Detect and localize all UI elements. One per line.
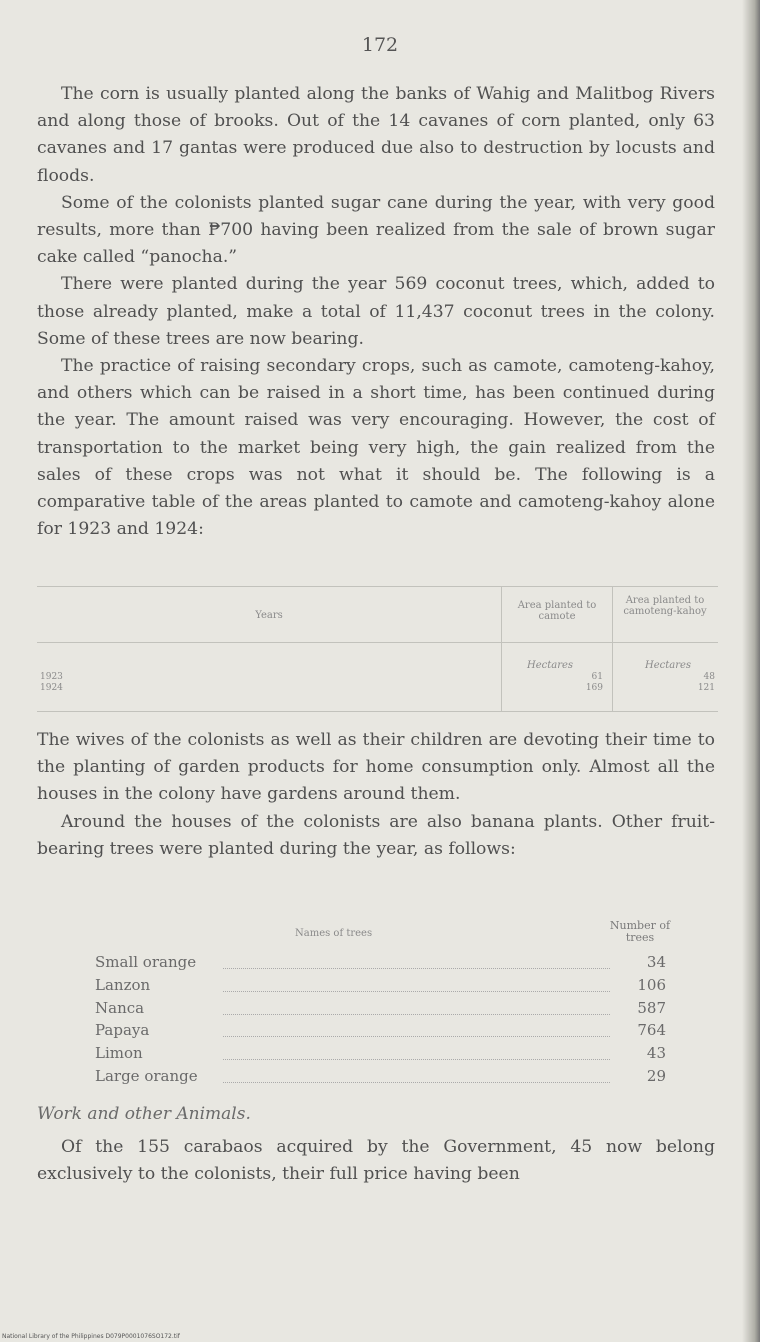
tree-name: Small orange — [95, 953, 197, 971]
body-text-top — [37, 81, 715, 543]
tree-count: 587 — [637, 999, 666, 1017]
paragraph-gardens: The wives of the colonists as well as their children are devoting their time to the planting of garden products for home consumption only. Almost all the houses in the colony have gardens around them. — [37, 730, 715, 805]
row-camote-value: 169 — [585, 683, 603, 693]
table-row — [95, 1021, 670, 1043]
paragraph-secondary-crops: The practice of raising secondary crops, such as camote, camoteng-kahoy, and others which can be raised in a short time, has been continued during the year. The amount raised was very encouraging. However, the cost of transportation to the market being very high, the gain realized from the sales of these crops was not what it should be. The following is a comparative table of the areas planted to camote and camoteng-kahoy alone for 1923 and 1924: — [37, 356, 715, 540]
table-row — [95, 999, 670, 1021]
table-rule-top — [37, 586, 718, 587]
dot-leader — [223, 968, 610, 969]
areas-table — [37, 586, 718, 712]
tree-name: Papaya — [95, 1021, 150, 1039]
paragraph-sugar-cane: Some of the colonists planted sugar cane during the year, with very good results, more than ₱700 having been realized from the sale of brown sugar cake called “panocha.” — [37, 192, 715, 268]
tree-count: 764 — [637, 1021, 666, 1039]
tree-name: Nanca — [95, 999, 145, 1017]
paragraph-corn: The corn is usually planted along the banks of Wahig and Malitbog Rivers and along those of brooks. Out of the 14 cavanes of corn planted, only 63 cavanes and 17 gantas were produced due also to destruction by locusts and floods. — [37, 84, 715, 186]
header-years: Years — [255, 610, 283, 621]
table-column-divider — [612, 586, 613, 712]
header-area-camote: Area planted to camote — [517, 600, 597, 622]
dot-leader — [223, 1059, 610, 1060]
table-row — [95, 1044, 670, 1066]
paragraph-carabaos: Of the 155 carabaos acquired by the Government, 45 now belong exclusively to the colonists, their full price having been — [37, 1137, 715, 1185]
table-rule-bottom — [37, 711, 718, 712]
table-rule-header — [37, 642, 718, 643]
header-number-of-trees: Number of trees — [609, 919, 671, 944]
unit-camote: Hectares — [527, 660, 574, 671]
row-kahoy-value: 48 — [703, 672, 715, 682]
tree-count: 34 — [646, 953, 666, 971]
page-edge-shadow — [742, 0, 760, 1342]
dot-leader — [223, 1036, 610, 1037]
paragraph-fruit-trees: Around the houses of the colonists are also banana plants. Other fruit-bearing trees were planted during the year, as follows: — [37, 811, 715, 859]
row-year: 1924 — [40, 683, 63, 693]
table-row — [95, 953, 670, 975]
body-text-middle — [37, 727, 715, 863]
body-text-bottom — [37, 1134, 715, 1188]
tree-count: 106 — [637, 976, 666, 994]
section-heading: Work and other Animals. — [37, 1104, 251, 1124]
table-row — [95, 1067, 670, 1089]
table-column-divider — [501, 586, 502, 712]
header-names-of-trees: Names of trees — [295, 928, 373, 939]
dot-leader — [223, 1014, 610, 1015]
tree-name: Limon — [95, 1044, 143, 1062]
row-kahoy-value: 121 — [697, 683, 715, 693]
unit-camoteng-kahoy: Hectares — [645, 660, 692, 671]
header-area-camoteng-kahoy: Area planted to camoteng-kahoy — [623, 595, 707, 617]
tree-count: 43 — [646, 1044, 666, 1062]
row-camote-value: 61 — [591, 672, 603, 682]
dot-leader — [223, 1082, 610, 1083]
tree-name: Lanzon — [95, 976, 151, 994]
dot-leader — [223, 991, 610, 992]
table-row — [95, 976, 670, 998]
paragraph-coconut: There were planted during the year 569 coconut trees, which, added to those already planted, make a total of 11,437 coconut trees in the colony. Some of these trees are now bearing. — [37, 274, 715, 349]
tree-count: 29 — [646, 1067, 666, 1085]
page-number: 172 — [361, 34, 399, 56]
tree-name: Large orange — [95, 1067, 198, 1085]
scan-footer: National Library of the Philippines D079P0001076SO172.tif — [2, 1333, 180, 1340]
row-year: 1923 — [40, 672, 63, 682]
